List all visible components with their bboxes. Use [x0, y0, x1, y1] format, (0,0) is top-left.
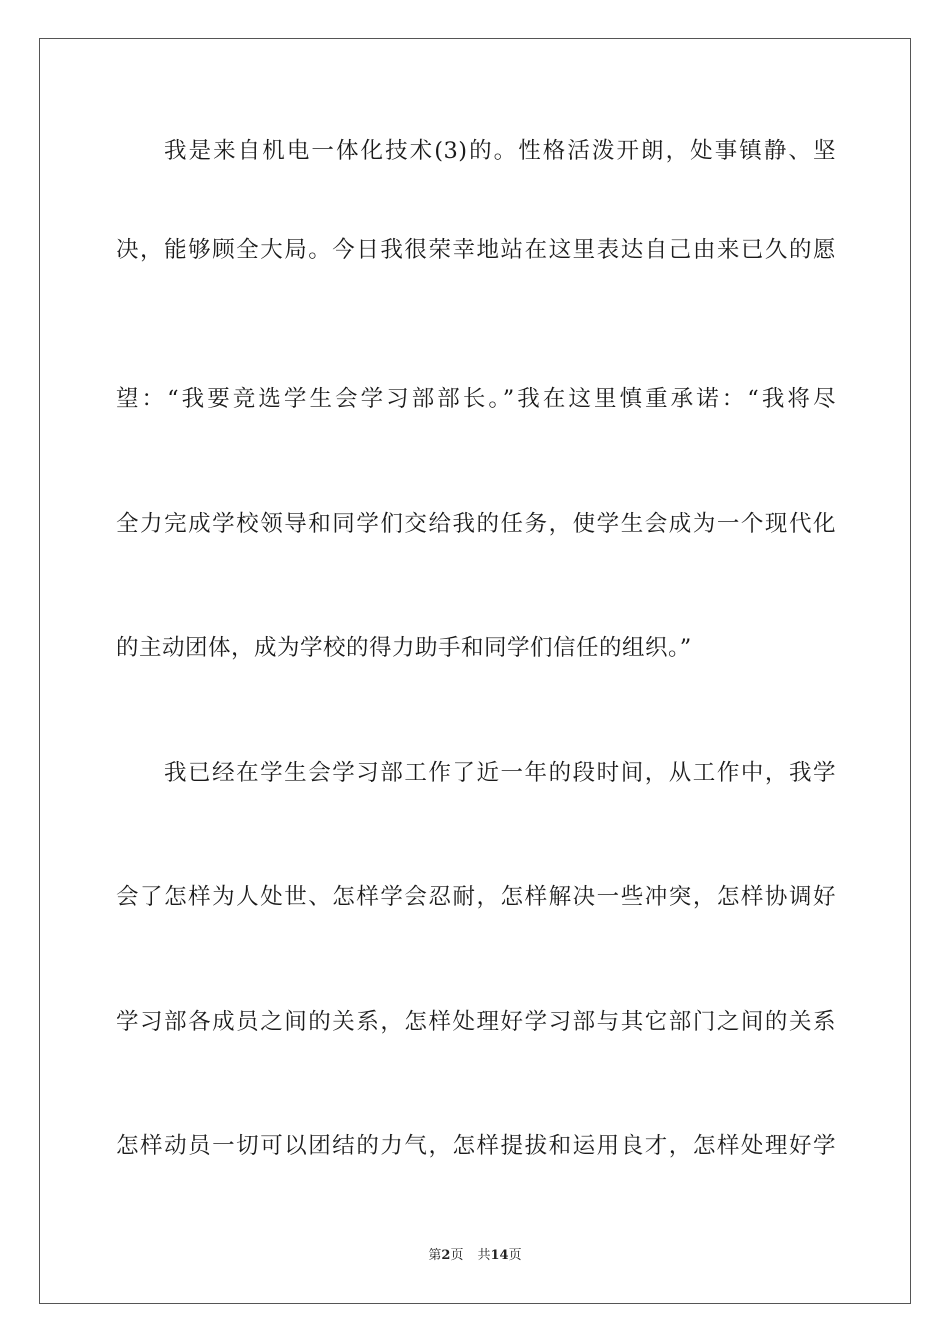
page-prefix: 第	[428, 1248, 442, 1263]
total-prefix: 共	[477, 1248, 491, 1263]
page-footer	[0, 1247, 950, 1265]
total-suffix: 页	[508, 1248, 522, 1263]
total-page-count: 14	[490, 1248, 509, 1263]
paragraph-1-line-1: 我是来自机电一体化技术(3)的。性格活泼开朗，处事镇静、坚	[164, 138, 836, 164]
paragraph-2-line-3: 学习部各成员之间的关系，怎样处理好学习部与其它部门之间的关系	[116, 1009, 836, 1035]
paragraph-2-line-4: 怎样动员一切可以团结的力气，怎样提拔和运用良才，怎样处理好学	[116, 1133, 836, 1159]
paragraph-1-line-3: 望：“我要竞选学生会学习部部长。”我在这里慎重承诺：“我将尽	[116, 386, 836, 412]
page-indicator	[428, 1248, 463, 1263]
paragraph-1-line-5: 的主动团体，成为学校的得力助手和同学们信任的组织。”	[116, 635, 692, 661]
paragraph-1-line-4: 全力完成学校领导和同学们交给我的任务，使学生会成为一个现代化	[116, 511, 836, 537]
page-frame	[39, 38, 911, 1304]
paragraph-2-line-2: 会了怎样为人处世、怎样学会忍耐，怎样解决一些冲突，怎样协调好	[116, 884, 836, 910]
paragraph-2-line-1: 我已经在学生会学习部工作了近一年的段时间，从工作中，我学	[164, 760, 836, 786]
page-suffix: 页	[450, 1248, 464, 1263]
paragraph-1-line-2: 决，能够顾全大局。今日我很荣幸地站在这里表达自己由来已久的愿	[116, 237, 836, 263]
page-number: 2	[441, 1248, 451, 1263]
total-pages-indicator	[477, 1248, 521, 1263]
